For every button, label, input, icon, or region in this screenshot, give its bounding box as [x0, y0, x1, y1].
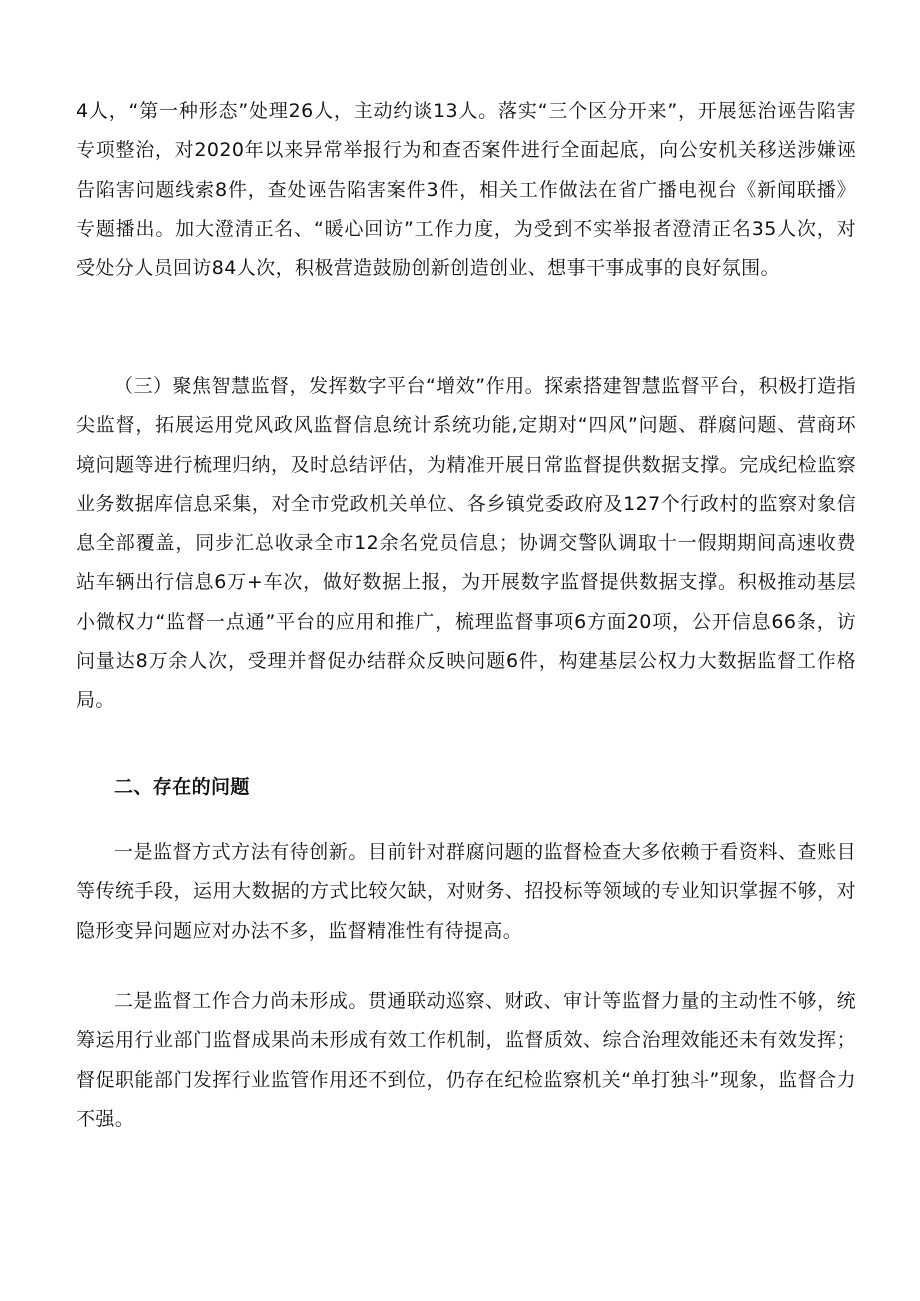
- paragraph-continuation: 4人，“第一种形态”处理26人，主动约谈13人。落实“三个区分开来”，开展惩治诬告陷害专项整治，对2020年以来异常举报行为和查否案件进行全面起底，向公安机关移送涉嫌诬告陷害问题线索8件，查处诬告陷害案件3件，相关工作做法在省广播电视台《新闻联播》专题播出。加大澄清正名、“暖心回访”工作力度，为受到不实举报者澄清正名35人次，对受处分人员回访84人次，积极营造鼓励创新创造创业、想事干事成事的良好氛围。: [76, 100, 856, 280]
- paragraph-smart-supervision: （三）聚焦智慧监督，发挥数字平台“增效”作用。探索搭建智慧监督平台，积极打造指尖监督，拓展运用党风政风监督信息统计系统功能,定期对“四风”问题、群腐问题、营商环境问题等进行梳理归纳，及时总结评估，为精准开展日常监督提供数据支撑。完成纪检监察业务数据库信息采集，对全市党政机关单位、各乡镇党委政府及127个行政村的监察对象信息全部覆盖，同步汇总收录全市12余名党员信息；协调交警队调取十一假期期间高速收费站车辆出行信息6万+车次，做好数据上报，为开展数字监督提供数据支撑。积极推动基层小微权力“监督一点通”平台的应用和推广，梳理监督事项6方面20项，公开信息66条，访问量达8万余人次，受理并督促办结群众反映问题6件，构建基层公权力大数据监督工作格局。: [76, 375, 856, 712]
- section-heading: 二、存在的问题: [114, 776, 250, 798]
- problem-paragraph-1: 一是监督方式方法有待创新。目前针对群腐问题的监督检查大多依赖于看资料、查账目等传统手段，运用大数据的方式比较欠缺，对财务、招投标等领域的专业知识掌握不够，对隐形变异问题应对办法不多，监督精准性有待提高。: [76, 841, 856, 942]
- problem-paragraph-2: 二是监督工作合力尚未形成。贯通联动巡察、财政、审计等监督力量的主动性不够，统筹运用行业部门监督成果尚未形成有效工作机制，监督质效、综合治理效能还未有效发挥；督促职能部门发挥行业监管作用还不到位，仍存在纪检监察机关“单打独斗”现象，监督合力不强。: [76, 990, 856, 1130]
